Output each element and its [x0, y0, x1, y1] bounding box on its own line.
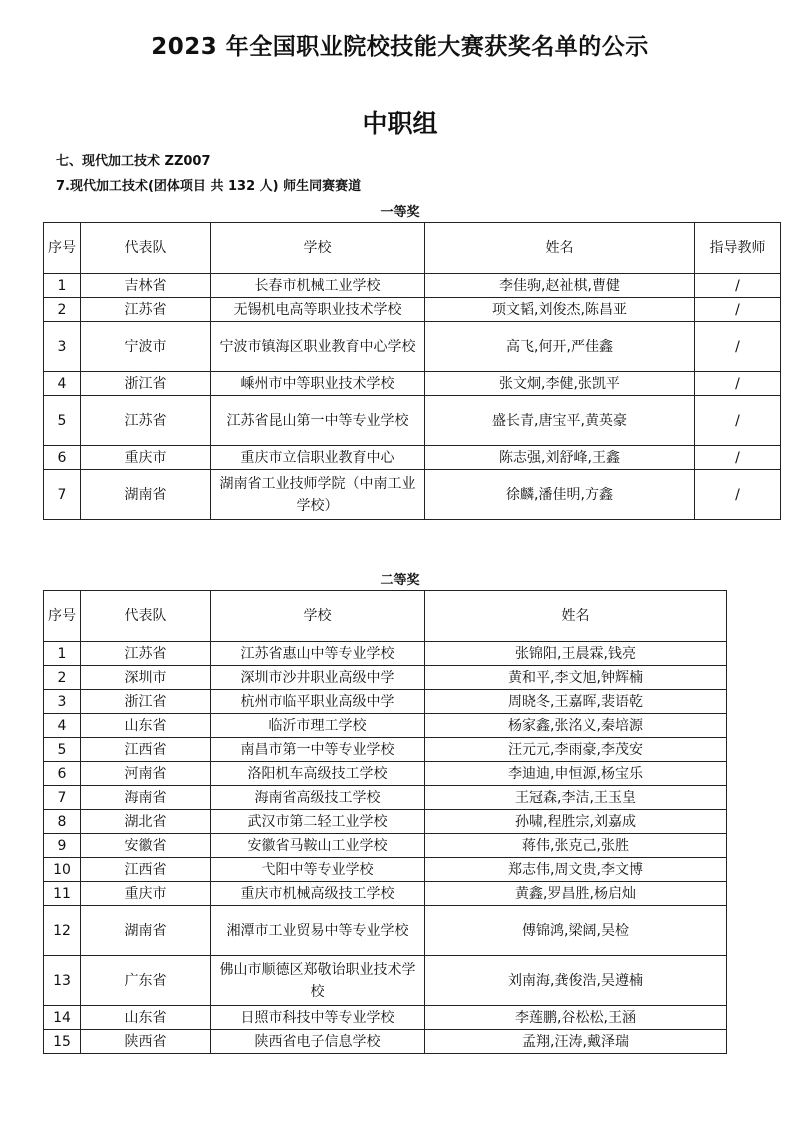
header-team: 代表队	[81, 223, 211, 274]
cell-school: 杭州市临平职业高级中学	[211, 690, 425, 714]
cell-team: 河南省	[81, 762, 211, 786]
cell-no: 15	[44, 1030, 81, 1054]
cell-names: 郑志伟,周文贵,李文博	[425, 858, 727, 882]
cell-names: 黄和平,李文旭,钟辉楠	[425, 666, 727, 690]
cell-school: 日照市科技中等专业学校	[211, 1006, 425, 1030]
cell-school: 宁波市镇海区职业教育中心学校	[211, 322, 425, 372]
cell-no: 14	[44, 1006, 81, 1030]
cell-school: 重庆市立信职业教育中心	[211, 446, 425, 470]
cell-team: 吉林省	[81, 274, 211, 298]
cell-names: 李莲鹏,谷松松,王涵	[425, 1006, 727, 1030]
cell-no: 7	[44, 470, 81, 520]
cell-team: 浙江省	[81, 372, 211, 396]
header-team: 代表队	[81, 591, 211, 642]
cell-school: 长春市机械工业学校	[211, 274, 425, 298]
header-school: 学校	[211, 591, 425, 642]
cell-team: 海南省	[81, 786, 211, 810]
cell-school: 佛山市顺德区郑敬诒职业技术学校	[211, 956, 425, 1006]
table-row	[44, 714, 727, 738]
header-names: 姓名	[425, 223, 695, 274]
table-row	[44, 470, 781, 520]
table-row	[44, 372, 781, 396]
table-row	[44, 274, 781, 298]
cell-team: 浙江省	[81, 690, 211, 714]
section-heading: 七、现代加工技术 ZZ007	[56, 154, 211, 169]
cell-names: 黄鑫,罗昌胜,杨启灿	[425, 882, 727, 906]
cell-team: 重庆市	[81, 446, 211, 470]
header-school: 学校	[211, 223, 425, 274]
table-row	[44, 786, 727, 810]
table-row	[44, 882, 727, 906]
cell-no: 5	[44, 396, 81, 446]
cell-no: 6	[44, 762, 81, 786]
cell-names: 李佳驹,赵祉棋,曹健	[425, 274, 695, 298]
table-row	[44, 642, 727, 666]
table-row	[44, 396, 781, 446]
cell-team: 宁波市	[81, 322, 211, 372]
table-row	[44, 666, 727, 690]
cell-school: 弋阳中等专业学校	[211, 858, 425, 882]
cell-names: 刘南海,龚俊浩,吴遵楠	[425, 956, 727, 1006]
cell-no: 3	[44, 690, 81, 714]
cell-no: 4	[44, 372, 81, 396]
cell-names: 孟翔,汪涛,戴泽瑞	[425, 1030, 727, 1054]
cell-team: 江苏省	[81, 298, 211, 322]
cell-school: 嵊州市中等职业技术学校	[211, 372, 425, 396]
cell-no: 3	[44, 322, 81, 372]
cell-school: 重庆市机械高级技工学校	[211, 882, 425, 906]
cell-team: 安徽省	[81, 834, 211, 858]
first-prize-heading: 一等奖	[380, 205, 420, 220]
cell-names: 张文炯,李健,张凯平	[425, 372, 695, 396]
cell-team: 广东省	[81, 956, 211, 1006]
table-row	[44, 738, 727, 762]
table-row	[44, 446, 781, 470]
cell-school: 江苏省昆山第一中等专业学校	[211, 396, 425, 446]
first-prize-table	[43, 222, 781, 520]
cell-school: 安徽省马鞍山工业学校	[211, 834, 425, 858]
cell-team: 江苏省	[81, 642, 211, 666]
cell-teacher: /	[695, 298, 781, 322]
cell-school: 无锡机电高等职业技术学校	[211, 298, 425, 322]
table-row	[44, 1030, 727, 1054]
cell-team: 山东省	[81, 1006, 211, 1030]
header-no: 序号	[44, 223, 81, 274]
cell-no: 8	[44, 810, 81, 834]
event-heading: 7.现代加工技术(团体项目 共 132 人) 师生同赛赛道	[56, 179, 362, 194]
cell-names: 王冠森,李洁,王玉皇	[425, 786, 727, 810]
cell-no: 5	[44, 738, 81, 762]
cell-school: 陕西省电子信息学校	[211, 1030, 425, 1054]
cell-no: 2	[44, 666, 81, 690]
cell-no: 7	[44, 786, 81, 810]
cell-teacher: /	[695, 470, 781, 520]
table-header-row	[44, 223, 781, 274]
cell-teacher: /	[695, 396, 781, 446]
cell-team: 陕西省	[81, 1030, 211, 1054]
cell-school: 武汉市第二轻工业学校	[211, 810, 425, 834]
cell-school: 临沂市理工学校	[211, 714, 425, 738]
cell-names: 陈志强,刘舒峰,王鑫	[425, 446, 695, 470]
table-row	[44, 322, 781, 372]
cell-school: 湖南省工业技师学院（中南工业学校）	[211, 470, 425, 520]
cell-school: 湘潭市工业贸易中等专业学校	[211, 906, 425, 956]
cell-no: 4	[44, 714, 81, 738]
cell-no: 12	[44, 906, 81, 956]
cell-team: 山东省	[81, 714, 211, 738]
cell-team: 湖南省	[81, 906, 211, 956]
cell-names: 盛长青,唐宝平,黄英豪	[425, 396, 695, 446]
cell-names: 高飞,何开,严佳鑫	[425, 322, 695, 372]
cell-team: 江苏省	[81, 396, 211, 446]
cell-team: 深圳市	[81, 666, 211, 690]
cell-team: 湖南省	[81, 470, 211, 520]
cell-teacher: /	[695, 446, 781, 470]
table-row	[44, 762, 727, 786]
cell-school: 海南省高级技工学校	[211, 786, 425, 810]
cell-no: 13	[44, 956, 81, 1006]
cell-names: 李迪迪,申恒源,杨宝乐	[425, 762, 727, 786]
cell-no: 2	[44, 298, 81, 322]
cell-school: 洛阳机车高级技工学校	[211, 762, 425, 786]
cell-no: 9	[44, 834, 81, 858]
header-teacher: 指导教师	[695, 223, 781, 274]
second-prize-table	[43, 590, 727, 1054]
cell-names: 周晓冬,王嘉晖,裴语乾	[425, 690, 727, 714]
cell-no: 1	[44, 274, 81, 298]
cell-school: 江苏省惠山中等专业学校	[211, 642, 425, 666]
table-row	[44, 810, 727, 834]
table-header-row	[44, 591, 727, 642]
page-subtitle: 中职组	[362, 109, 438, 138]
cell-names: 徐麟,潘佳明,方鑫	[425, 470, 695, 520]
cell-no: 6	[44, 446, 81, 470]
cell-team: 重庆市	[81, 882, 211, 906]
cell-no: 10	[44, 858, 81, 882]
cell-names: 杨家鑫,张洺义,秦培源	[425, 714, 727, 738]
cell-teacher: /	[695, 372, 781, 396]
cell-school: 深圳市沙井职业高级中学	[211, 666, 425, 690]
header-names: 姓名	[425, 591, 727, 642]
second-prize-heading: 二等奖	[380, 573, 420, 588]
cell-names: 汪元元,李雨豪,李茂安	[425, 738, 727, 762]
cell-team: 江西省	[81, 858, 211, 882]
cell-names: 项文韬,刘俊杰,陈昌亚	[425, 298, 695, 322]
header-no: 序号	[44, 591, 81, 642]
cell-no: 1	[44, 642, 81, 666]
table-row	[44, 1006, 727, 1030]
cell-names: 蒋伟,张克己,张胜	[425, 834, 727, 858]
cell-team: 江西省	[81, 738, 211, 762]
table-row	[44, 834, 727, 858]
table-row	[44, 906, 727, 956]
page-title: 2023 年全国职业院校技能大赛获奖名单的公示	[151, 34, 649, 60]
table-row	[44, 858, 727, 882]
cell-teacher: /	[695, 322, 781, 372]
cell-no: 11	[44, 882, 81, 906]
cell-names: 张锦阳,王晨霖,钱亮	[425, 642, 727, 666]
cell-team: 湖北省	[81, 810, 211, 834]
cell-teacher: /	[695, 274, 781, 298]
cell-names: 傅锦鸿,梁阔,吴检	[425, 906, 727, 956]
cell-names: 孙啸,程胜宗,刘嘉成	[425, 810, 727, 834]
table-row	[44, 298, 781, 322]
table-row	[44, 956, 727, 1006]
cell-school: 南昌市第一中等专业学校	[211, 738, 425, 762]
table-row	[44, 690, 727, 714]
